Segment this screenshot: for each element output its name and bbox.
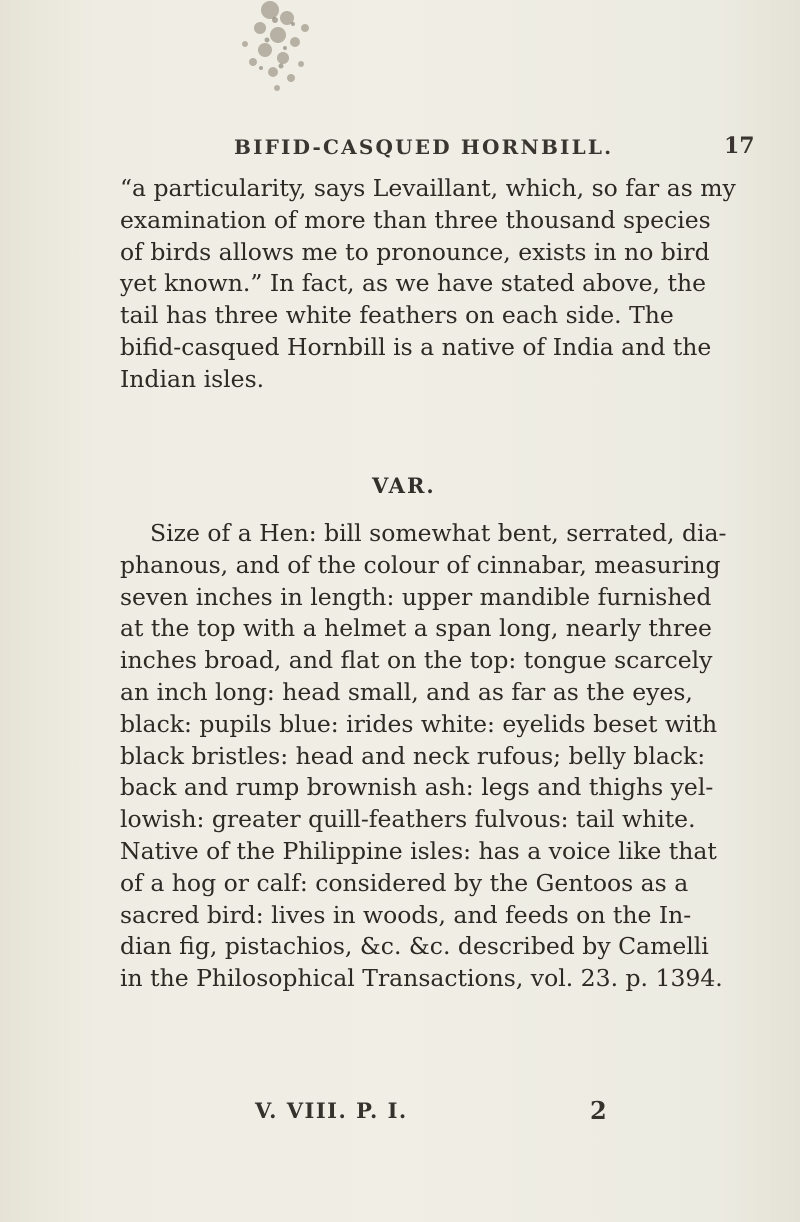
paragraph-variety-description <box>120 518 796 995</box>
page-number: 17 <box>724 133 755 159</box>
text-line: dian fig, pistachios, &c. &c. described by Camelli <box>120 932 709 961</box>
text-line: back and rump brownish ash: legs and thighs yel- <box>120 773 714 802</box>
text-line: black: pupils blue: irides white: eyelids beset with <box>120 709 718 738</box>
text-line: yet known.” In fact, as we have stated above, the <box>120 269 706 298</box>
text-line: Size of a Hen: bill somewhat bent, serrated, dia- <box>150 519 727 547</box>
text-line: bifid-casqued Hornbill is a native of India and the <box>120 332 712 361</box>
text-line: in the Philosophical Transactions, vol. 23. p. 1394. <box>120 964 723 993</box>
engraving-remnant-image <box>215 0 345 110</box>
text-line: of a hog or calf: considered by the Gentoos as a <box>120 868 689 897</box>
text-line: inches broad, and flat on the top: tongue scarcely <box>120 646 713 675</box>
text-line: lowish: greater quill-feathers fulvous: tail white. <box>120 805 696 834</box>
text-line: tail has three white feathers on each side. The <box>120 301 674 330</box>
text-line: sacred bird: lives in woods, and feeds on the In- <box>120 900 692 929</box>
text-line: at the top with a helmet a span long, nearly three <box>120 614 712 643</box>
signature-number: 2 <box>590 1096 607 1125</box>
text-line: seven inches in length: upper mandible furnished <box>120 582 712 611</box>
text-line: black bristles: head and neck rufous; belly black: <box>120 741 706 770</box>
text-line: Indian isles. <box>120 364 265 393</box>
text-line: “a particularity, says Levaillant, which, so far as my <box>120 174 736 202</box>
paragraph-continuation <box>120 173 796 396</box>
running-head <box>234 135 764 167</box>
text-line: phanous, and of the colour of cinnabar, measuring <box>120 550 721 579</box>
text-line: Native of the Philippine isles: has a voice like that <box>120 836 717 865</box>
printer-signature-mark: V. VIII. P. I. <box>255 1098 408 1123</box>
variety-heading: VAR. <box>372 473 436 498</box>
text-line: of birds allows me to pronounce, exists in no bird <box>120 237 710 266</box>
text-line: examination of more than three thousand species <box>120 205 711 234</box>
text-line: an inch long: head small, and as far as the eyes, <box>120 677 693 706</box>
running-title: BIFID-CASQUED HORNBILL. <box>234 135 614 159</box>
